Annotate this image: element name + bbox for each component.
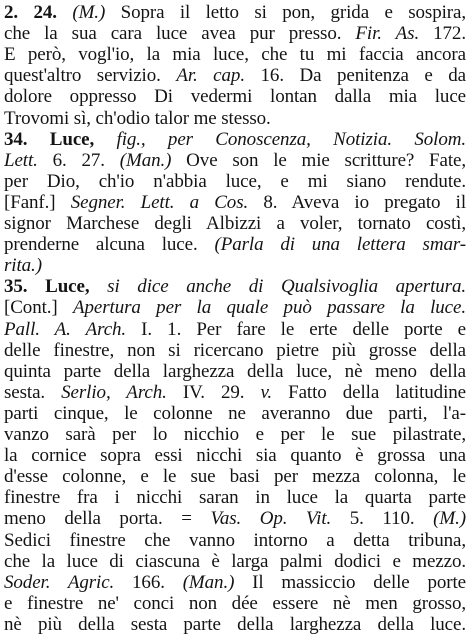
body-text: I. 1. Per fare le erte delle porte e [126, 318, 466, 340]
body-text: Il massiccio delle porte [234, 571, 466, 593]
body-text: finestre fra i nicchi saran in luce la quarta parte [4, 487, 466, 509]
body-text: [Fanf.] [4, 191, 71, 213]
citation-text: (Parla di una lettera smar- [214, 234, 466, 256]
body-text: d'esse colonne, e le sue basi per mezza colonna, le [4, 466, 466, 488]
citation-text: si dice anche di Qualsivoglia apertura. [107, 276, 466, 298]
citation-text: Ar. cap. [176, 65, 245, 87]
citation-text: Segner. Lett. a Cos. [70, 191, 249, 213]
body-text: prenderne alcuna luce. [4, 234, 215, 256]
citation-text: Apertura per la quale può passare la luce. [73, 297, 466, 319]
citation-text: Pall. A. Arch. [4, 318, 127, 340]
citation-text: Vas. Op. Vit. [210, 508, 332, 530]
body-text: E però, vogl'io, la mia luce, che tu mi faccia ancora [4, 44, 466, 66]
body-text: 5. 110. [331, 508, 434, 530]
citation-text: v. [260, 381, 273, 403]
body-text: Ove son le mie scritture? Fate, [171, 149, 466, 171]
body-text: Trovomi sì, ch'odio talor me stesso. [4, 107, 271, 129]
body-text: 8. Aveva io pregato il [248, 191, 466, 213]
citation-text: Fir. As. [355, 23, 420, 45]
citation-text: Lett. [4, 149, 38, 171]
body-text: quest'altro servizio. [4, 65, 177, 87]
body-text: Fatto della latitudine [272, 381, 466, 403]
body-text: 6. 27. [37, 149, 120, 171]
body-text: signor Marchese degli Albizzi a voler, tornato costì, [4, 213, 466, 234]
body-text: dolore oppresso Di vedermi lontan dalla mia luce [4, 86, 466, 108]
body-text: vanzo sarà per lo nicchio e per le sue pilastrate, [4, 424, 466, 445]
body-text: parti cinque, le colonne ne averanno due parti, l'a- [4, 402, 466, 424]
dictionary-page [4, 3, 466, 637]
body-text: Sopra il letto si pon, grida e sospira, [105, 2, 466, 23]
body-text: delle finestre, non si ricercano pietre più grosse della [4, 339, 466, 361]
citation-text: (M.) [72, 2, 106, 23]
body-text: IV. 29. [166, 381, 261, 403]
body-text: che la sua cara luce avea pur presso. [4, 23, 356, 45]
body-text: 16. Da penitenza e da [244, 65, 466, 87]
body-text: Sedici finestre che vanno intorno a detta tribuna, [4, 529, 466, 551]
entry-number: 35. Luce, [4, 276, 108, 298]
body-text: 166. [114, 571, 183, 593]
citation-text: (Man.) [119, 149, 172, 171]
citation-text: fig., per Conoscenza, Notizia. Solom. [116, 128, 466, 150]
body-text: per Dio, ch'io n'abbia luce, e mi siano rendute. [4, 170, 466, 192]
citation-text: (M.) [433, 508, 466, 530]
entry-number: 2. 24. [4, 2, 73, 23]
body-text: che la luce di ciascuna è larga palmi dodici e mezzo. [4, 550, 466, 572]
body-text: sesta. [4, 381, 62, 403]
citation-text: rita.) [4, 255, 42, 277]
body-text: la cornice sopra essi nicchi sia quanto è grossa una [4, 445, 466, 467]
entry-number: 34. Luce, [4, 128, 117, 150]
body-text: 172. [419, 23, 466, 45]
body-text: meno della porta. = [4, 508, 211, 530]
citation-text: Serlio, Arch. [61, 381, 167, 403]
body-text: [Cont.] [4, 297, 74, 319]
body-text: quinta parte della larghezza della luce, nè meno della [4, 360, 466, 382]
text-line [4, 612, 466, 638]
body-text: e finestre ne' conci non dée essere nè men grosso, [4, 592, 466, 614]
body-text: nè più della sesta parte della larghezza della luce. [4, 613, 466, 635]
citation-text: (Man.) [182, 571, 235, 593]
citation-text: Soder. Agric. [4, 571, 115, 593]
